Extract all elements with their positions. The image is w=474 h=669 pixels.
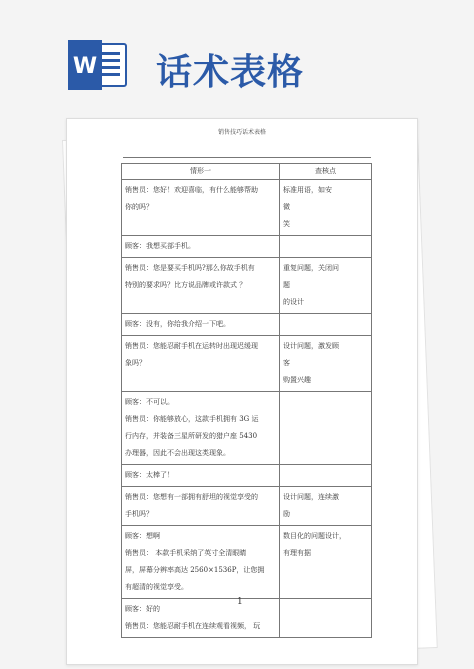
- checkpoint-cell: [280, 392, 372, 465]
- checkpoint-line: 微: [283, 203, 290, 211]
- table-header-row: [122, 164, 372, 180]
- dialogue-line: 特别的要求吗？比方说品牌或许款式 ？: [125, 281, 247, 289]
- dialogue-line: 销售员：您是要买手机吗?那么你故手机有: [125, 264, 255, 272]
- dialogue-line: 屏，屏幕分辨率高达 2560×1536P，让您拥: [125, 566, 265, 574]
- checkpoint-line: 客: [283, 359, 290, 367]
- table-row: [122, 599, 372, 638]
- table-row: [122, 526, 372, 599]
- dialogue-cell: [122, 599, 280, 638]
- dialogue-cell: [122, 314, 280, 336]
- dialogue-line: 有超清的视觉享受。: [125, 583, 188, 591]
- dialogue-cell: [122, 236, 280, 258]
- dialogue-cell: [122, 526, 280, 599]
- svg-text:W: W: [72, 54, 98, 79]
- dialogue-line: 销售员：你能够放心，这款手机拥有 3G 运: [125, 415, 259, 423]
- table-row: [122, 487, 372, 526]
- dialogue-line: 办理器，因此不会出现这类现象。: [125, 449, 230, 457]
- table-row: [122, 258, 372, 314]
- checkpoint-line: 购置兴趣: [283, 376, 311, 384]
- dialogue-line: 顾客：没有，你给我介绍一下吧。: [125, 320, 230, 328]
- dialogue-cell: [122, 336, 280, 392]
- checkpoint-cell: [280, 599, 372, 638]
- checkpoint-line: 有理有据: [283, 549, 311, 557]
- dialogue-line: 销售员：您想有一部拥有舒坦的视觉享受的: [125, 493, 258, 501]
- dialogue-line: 销售员：您好！欢迎喜临，有什么能够帮助: [125, 186, 258, 194]
- document-page: [66, 118, 418, 665]
- column-header-checkpoint: 查核点: [280, 164, 372, 180]
- dialogue-cell: [122, 180, 280, 236]
- dialogue-line: 顾客：想啊: [125, 532, 160, 540]
- checkpoint-cell: [280, 487, 372, 526]
- table-row: [122, 236, 372, 258]
- checkpoint-line: 笑: [283, 220, 290, 228]
- document-title: 销售技巧话术表格: [217, 129, 266, 136]
- table-row: [122, 180, 372, 236]
- dialogue-line: 销售员： 本款手机采纳了英寸全清眼睛: [125, 549, 247, 557]
- checkpoint-cell: [280, 465, 372, 487]
- top-rule: [123, 157, 371, 158]
- checkpoint-line: 数目化的问题设计，: [283, 532, 346, 540]
- checkpoint-line: 的设计: [283, 298, 304, 306]
- column-header-scenario: 情形一: [122, 164, 280, 180]
- checkpoint-cell: [280, 180, 372, 236]
- dialogue-line: 你的吗？: [125, 203, 153, 211]
- checkpoint-line: 重复问题，关闭问: [283, 264, 339, 272]
- dialogue-cell: [122, 258, 280, 314]
- script-table: [121, 163, 372, 638]
- dialogue-line: 行内存，并装备三星所研发的猎户座 5430: [125, 432, 258, 440]
- dialogue-line: 顾客：我想买部手机。: [125, 242, 195, 250]
- dialogue-line: 顾客：好的: [125, 605, 160, 613]
- dialogue-line: 顾客：太棒了！: [125, 471, 174, 479]
- dialogue-cell: [122, 487, 280, 526]
- checkpoint-cell: [280, 526, 372, 599]
- checkpoint-line: 标准用语，如安: [283, 186, 332, 194]
- table-row: [122, 336, 372, 392]
- checkpoint-cell: [280, 336, 372, 392]
- checkpoint-line: 设计问题，激发顾: [283, 342, 339, 350]
- checkpoint-line: 题: [283, 281, 290, 289]
- dialogue-line: 销售员：您能忍耐手机在运转时出现迟缓现: [125, 342, 258, 350]
- checkpoint-cell: [280, 258, 372, 314]
- checkpoint-line: 设计问题，连续激: [283, 493, 339, 501]
- checkpoint-line: 励: [283, 510, 290, 518]
- dialogue-line: 顾客：不可以。: [125, 398, 174, 406]
- table-row: [122, 465, 372, 487]
- word-icon: [66, 40, 128, 90]
- dialogue-cell: [122, 465, 280, 487]
- dialogue-cell: [122, 392, 280, 465]
- checkpoint-cell: [280, 236, 372, 258]
- dialogue-line: 手机吗？: [125, 510, 153, 518]
- dialogue-line: 销售员：您能忍耐手机在连续观看视频， 玩: [125, 622, 261, 630]
- table-row: [122, 392, 372, 465]
- header-banner: [0, 0, 474, 118]
- checkpoint-cell: [280, 314, 372, 336]
- table-row: [122, 314, 372, 336]
- page-number: 1: [237, 597, 243, 607]
- dialogue-line: 象吗？: [125, 359, 146, 367]
- page-title: 话术表格: [156, 52, 305, 93]
